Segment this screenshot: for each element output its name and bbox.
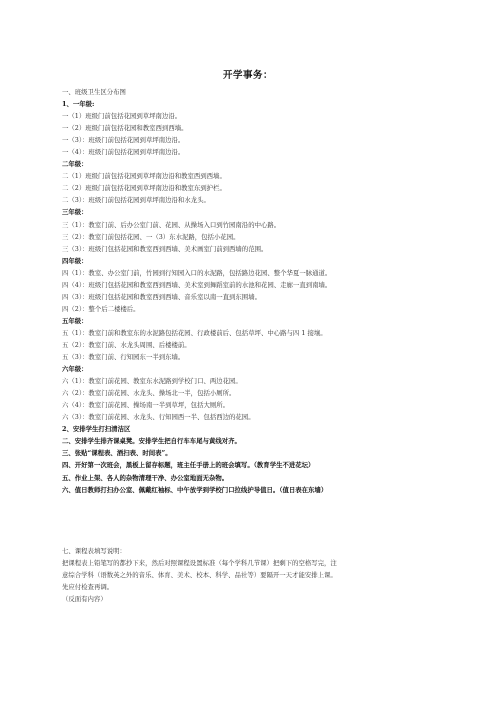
list-item: 二（1）班级门前包括花园到草坪南边沿和教室西到西墙。: [62, 172, 226, 181]
list-item: 六（4）：教室门前花园、操场南一半到草坪，包括大厕所。: [62, 401, 230, 410]
section-7-paragraph-line: 先应付检查再调。: [62, 583, 114, 592]
section-heading: 2、安排学生打扫清洁区: [62, 425, 131, 434]
section-heading: 三、张贴“课程表、酒扫表、时间表”。: [62, 449, 172, 458]
section-7-paragraph-line: 意综合学科（语数英之外的音乐、体育、美术、校本、科学、品社等）要隔开一天才能安排上课。: [62, 571, 337, 580]
section-heading: 五、作业上架、各人的杂物清理干净、办公室地面无杂物。: [62, 473, 229, 482]
list-item: 四（4）：班级门包括花园和教室西到西墙、美术室到舞蹈室前的水池和花园、走廊一直到南墙。: [62, 280, 332, 289]
section-heading: 三年级：: [62, 208, 88, 217]
section-heading: 四、开好第一次班会，黑板上留存标题，班主任手册上的班会填写。（教育学生不进花坛）: [62, 461, 315, 470]
main-list: [62, 86, 492, 496]
section-7-heading: 七、课程表填写说明：: [62, 547, 126, 555]
list-item: 四（2）：整个后二楼楼后。: [62, 304, 140, 313]
list-item: 三（2）：教室门前包括花园、一（3）东水泥路，包括小花园。: [62, 232, 240, 241]
list-item: 五（2）：教室门前、水龙头周围、后楼楼前。: [62, 340, 191, 349]
list-item: 六（1）：教室门前花园、教室东水泥路到学校门口、两边花园。: [62, 377, 242, 386]
list-item: 六（3）：教室门前花园、水龙头、行知园西一半、包括西边的花园。: [62, 413, 255, 422]
list-item: 一（1）班级门前包括花园到草坪南边沿。: [62, 112, 182, 121]
list-item: 五（3）：教室门前、行知园东一半到东墙。: [62, 353, 185, 362]
list-item: 一（4）：班级门前包括花园到草坪南边沿。: [62, 148, 185, 157]
section-heading: 六、值日教师打扫办公室、佩戴红袖标、中午放学到学校门口拉线护导值日。（值日表在东墙）: [62, 485, 328, 494]
list-item: 一（3）：班级门前包括花园到草坪南边沿。: [62, 136, 185, 145]
section-heading: 二年级：: [62, 160, 88, 169]
section-7-paragraph-line: 把课程表上铅笔写的都抄下来，然后对照课程设置标准（每个学科几节课）把剩下的空格写完，注: [62, 559, 337, 568]
section-heading: 二、安排学生排齐课桌凳。安排学生把自行车车尾与黄线对齐。: [62, 437, 241, 446]
list-item: 六（2）：教室门前花园、水龙头、操场北一半，包括小厕所。: [62, 389, 236, 398]
list-item: 三（1）：教室门前、后办公室门前、花园、从操场入口到竹园南沿的中心路。: [62, 220, 281, 229]
section-heading: 五年级：: [62, 316, 88, 325]
section-heading: 四年级：: [62, 256, 88, 265]
list-item: 二（2）班级门前包括花园到草坪南边沿和教室东到护栏。: [62, 184, 226, 193]
section-heading: 六年级：: [62, 365, 88, 374]
list-item: 四（1）：教室、办公室门前，竹园到行知园入口的水泥路，包括路边花园、整个华夏一脉通道。: [62, 268, 332, 277]
list-item: 一、班级卫生区分布图: [62, 88, 126, 96]
list-item: 一（2）班级门前包括花园和教室西到西墙。: [62, 124, 188, 133]
list-item: 四（3）：班级门包括花园和教室西到西墙、音乐室以南一直到东围墙。: [62, 292, 261, 301]
list-item: 二（3）：班级门前包括花园到草坪南边沿和水龙头。: [62, 196, 210, 205]
section-7-note: （反面有内容）: [62, 595, 107, 604]
section-heading: 1、一年级:: [62, 100, 95, 109]
section-7: [62, 545, 494, 605]
list-item: 三（3）：班级门包括花园和教室西到西墙、美术画室门前到西墙的范围。: [62, 244, 268, 253]
list-item: 五（1）：教室门前和教室东的水泥路包括花园、行政楼前后、包括草坪、中心路与四 1 接壤。: [62, 328, 327, 337]
page-title: 开学事务：: [222, 70, 273, 81]
